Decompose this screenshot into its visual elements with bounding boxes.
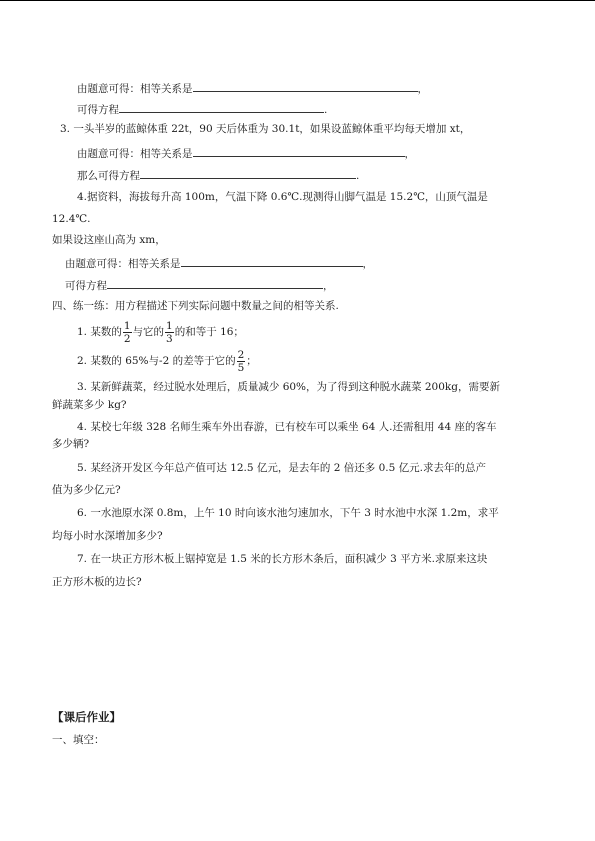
practice-3-line-b: 鲜蔬菜多少 kg? bbox=[52, 399, 127, 411]
practice-6-line-a: 6. 一水池原水深 0.8m，上午 10 时向该水池匀速加水，下午 3 时水池中水深 1.2m，求平 bbox=[77, 507, 499, 519]
fraction-one-third bbox=[165, 320, 174, 345]
practice-7-line-b: 正方形木板的边长? bbox=[52, 576, 142, 588]
homework-title: 【课后作业】 bbox=[52, 710, 121, 724]
practice-text: 1. 某数的 bbox=[77, 326, 122, 338]
equation-label: 可得方程 bbox=[65, 280, 107, 292]
equation-label: 可得方程 bbox=[77, 104, 119, 116]
equation-label: 那么可得方程 bbox=[77, 170, 140, 182]
section-4-title: 四、练一练：用方程描述下列实际问题中数量之间的相等关系. bbox=[52, 300, 339, 312]
fraction-one-half bbox=[123, 320, 132, 345]
practice-3-line-a: 3. 某新鲜蔬菜，经过脱水处理后，质量减少 60%，为了得到这种脱水蔬菜 200kg，需要新 bbox=[77, 381, 500, 393]
punct: ， bbox=[417, 83, 428, 95]
fraction-numerator: 1 bbox=[166, 319, 173, 332]
relation-label: 由题意可得：相等关系是 bbox=[65, 258, 181, 270]
fraction-denominator: 3 bbox=[166, 332, 173, 345]
relation-label: 由题意可得：相等关系是 bbox=[77, 83, 193, 95]
practice-4-line-a: 4. 某校七年级 328 名师生乘车外出春游，已有校车可以乘坐 64 人.还需租用 44 座的客车 bbox=[77, 421, 497, 433]
question-4-line-c: 如果设这座山高为 xm， bbox=[52, 234, 166, 246]
practice-2 bbox=[77, 347, 257, 375]
fraction-denominator: 2 bbox=[123, 332, 131, 345]
q3-equation-line bbox=[77, 167, 359, 183]
practice-4-line-b: 多少辆? bbox=[52, 438, 90, 450]
practice-6-line-b: 均每小时水深增加多少? bbox=[52, 530, 163, 542]
equation-line-1 bbox=[77, 101, 327, 117]
practice-5-line-a: 5. 某经济开发区今年总产值可达 12.5 亿元，是去年的 2 倍还多 0.5 亿元.求去年的总产 bbox=[77, 462, 486, 474]
practice-text: ； bbox=[246, 355, 257, 367]
fraction-numerator: 2 bbox=[237, 348, 245, 361]
fraction-two-fifths bbox=[237, 349, 246, 374]
practice-text: 与它的 bbox=[132, 326, 165, 338]
practice-text: 的和等于 16； bbox=[174, 326, 244, 338]
fraction-numerator: 1 bbox=[123, 319, 131, 332]
answer-blank[interactable] bbox=[193, 145, 405, 157]
punct: . bbox=[324, 104, 328, 116]
answer-blank[interactable] bbox=[107, 277, 323, 289]
q4-equation-line bbox=[65, 277, 334, 293]
answer-blank[interactable] bbox=[181, 255, 363, 267]
relation-label: 由题意可得：相等关系是 bbox=[77, 148, 193, 160]
practice-1 bbox=[77, 318, 244, 346]
question-4-line-a: 4.据资料，海拔每升高 100m，气温下降 0.6℃.现测得山脚气温是 15.2℃，山顶气温是 bbox=[77, 191, 488, 203]
homework-subtitle: 一、填空： bbox=[52, 734, 105, 746]
punct: ， bbox=[323, 280, 334, 292]
fraction-denominator: 5 bbox=[237, 361, 245, 374]
q4-relation-line bbox=[65, 255, 373, 271]
question-4-line-b: 12.4℃. bbox=[52, 213, 91, 225]
practice-text: 2. 某数的 65%与-2 的差等于它的 bbox=[77, 355, 236, 367]
answer-blank[interactable] bbox=[119, 101, 324, 113]
answer-blank[interactable] bbox=[140, 167, 356, 179]
practice-7-line-a: 7. 在一块正方形木板上锯掉宽是 1.5 米的长方形木条后，面积减少 3 平方米.求原来这块 bbox=[77, 553, 488, 565]
q3-relation-line bbox=[77, 145, 415, 161]
question-3: 3. 一头半岁的蓝鲸体重 22t，90 天后体重为 30.1t，如果设蓝鲸体重平均每天增加 xt， bbox=[60, 123, 471, 135]
relation-line-1 bbox=[77, 80, 428, 96]
practice-5-line-b: 值为多少亿元? bbox=[52, 484, 121, 496]
punct: ， bbox=[362, 258, 373, 270]
punct: . bbox=[356, 170, 360, 182]
top-rule bbox=[0, 0, 595, 1]
punct: ， bbox=[404, 148, 415, 160]
answer-blank[interactable] bbox=[193, 80, 418, 92]
